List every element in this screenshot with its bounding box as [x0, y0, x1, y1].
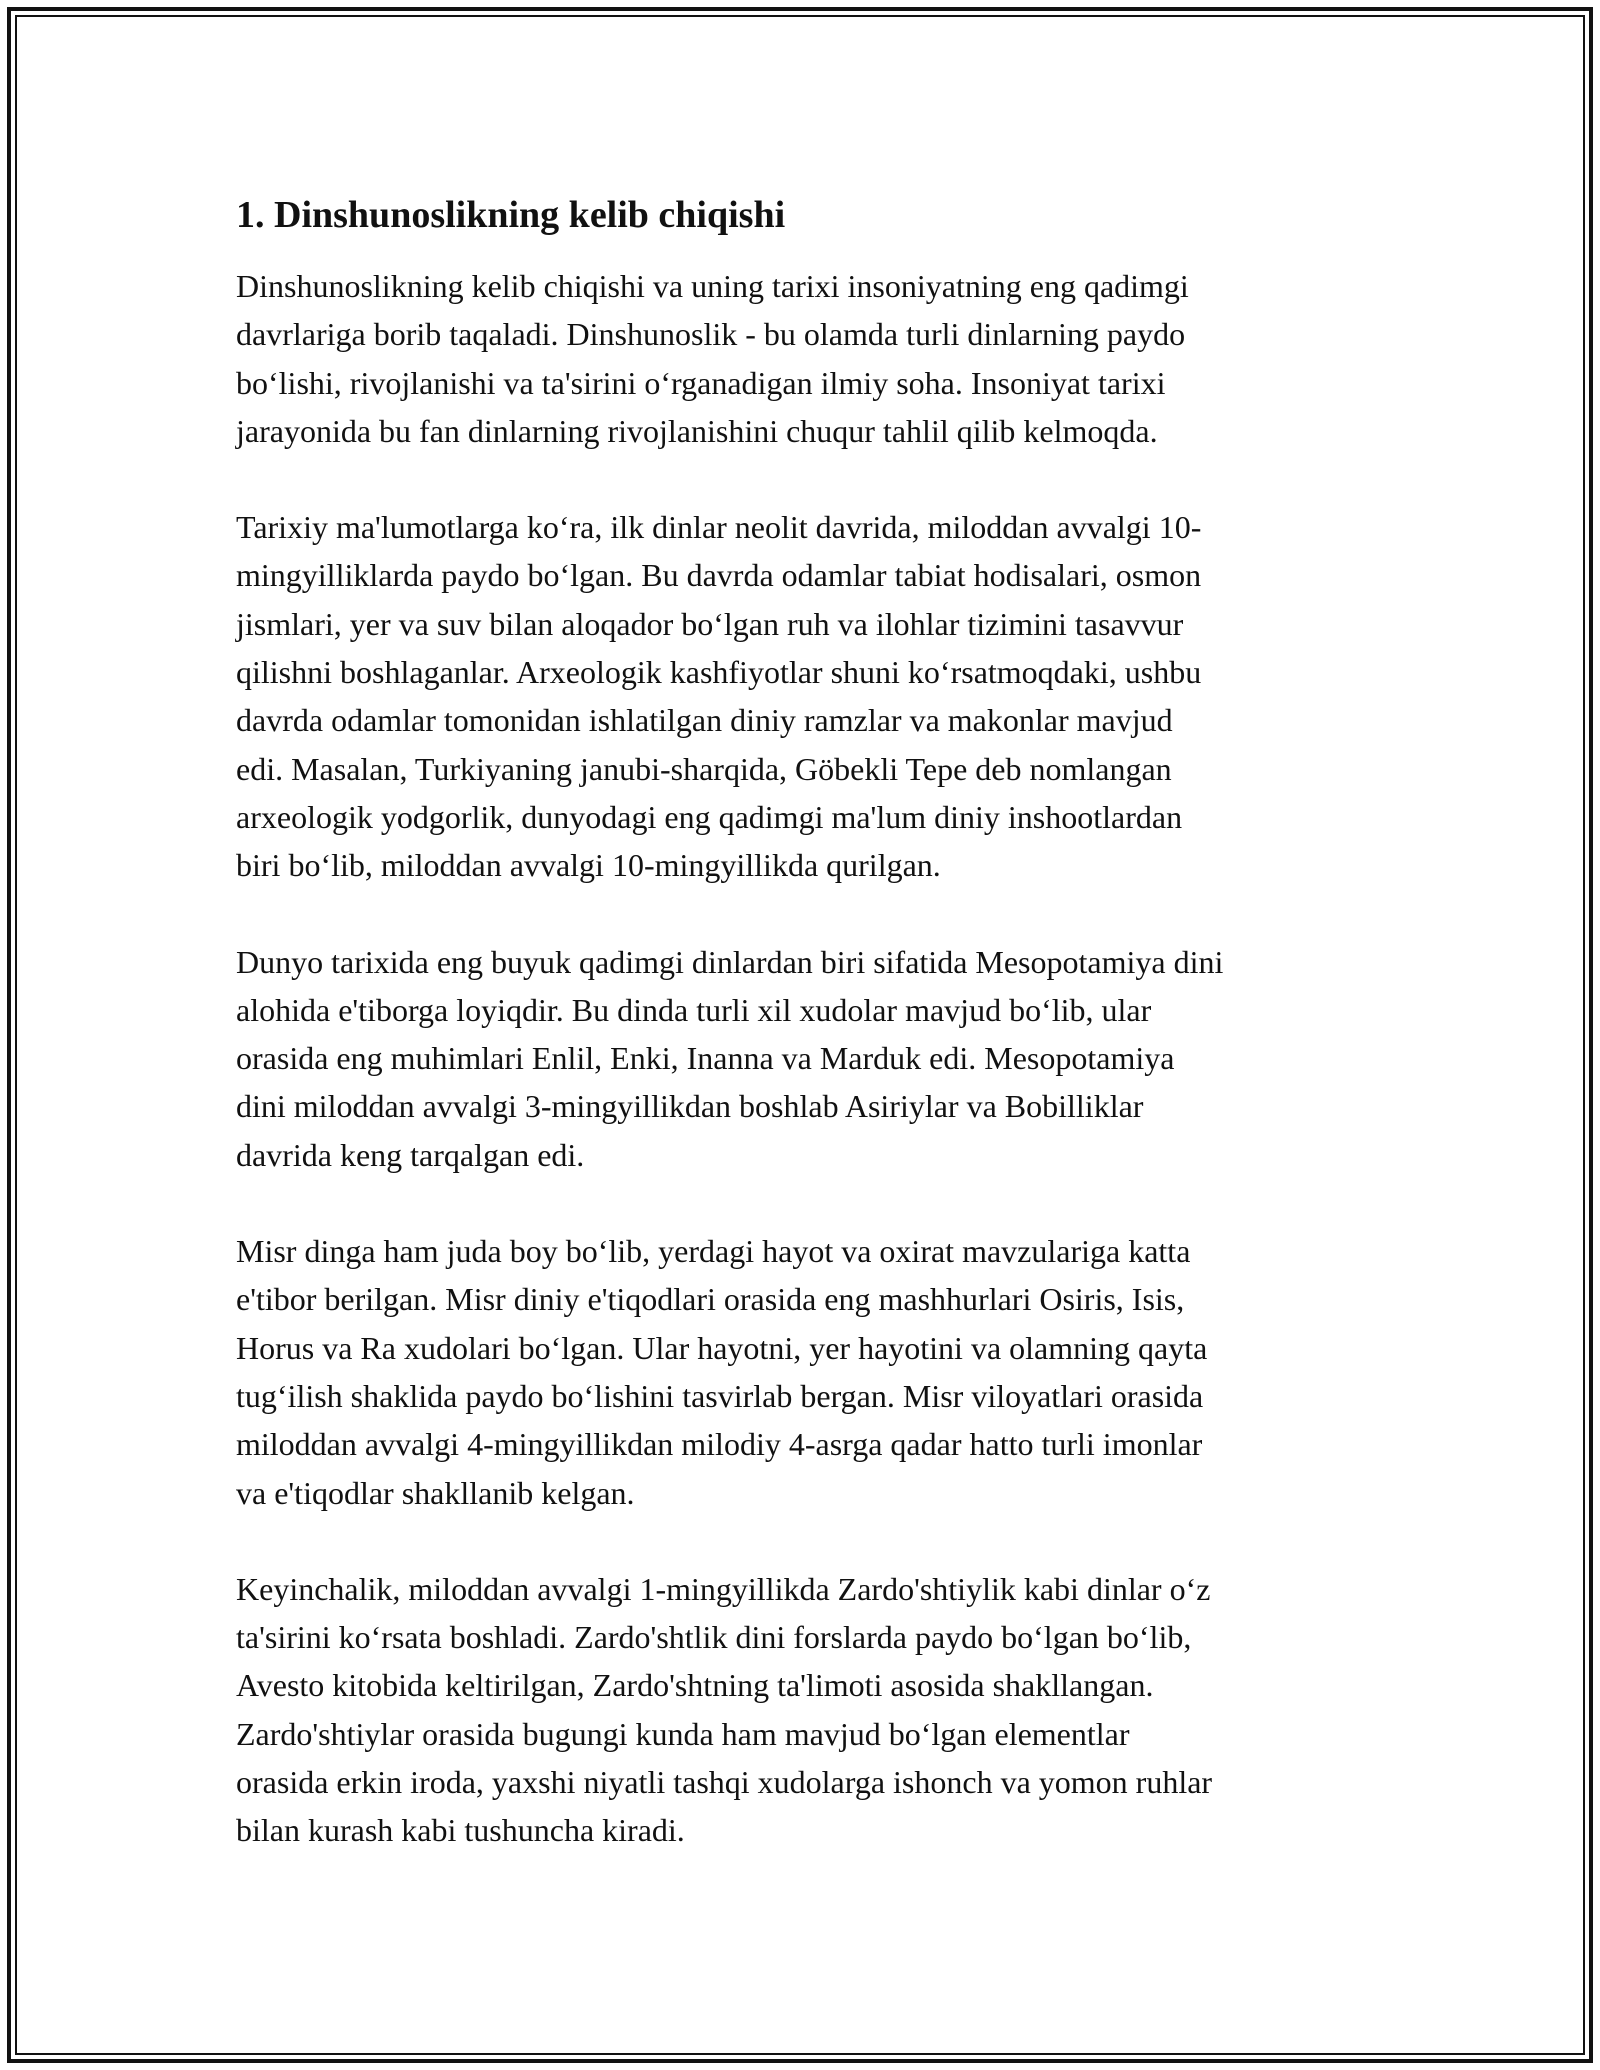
paragraph-4: Misr dinga ham juda boy bo‘lib, yerdagi hayot va oxirat mavzulariga katta e'tibor berilgan. Misr diniy e'tiqodlari orasida eng mashhurlari Osiris, Isis, Horus va Ra xudolari bo‘lgan. Ular hayotni, yer hayotini va olamning qayta tug‘ilish shaklida paydo bo‘lishini tasvirlab bergan. Misr viloyatlari orasida miloddan avvalgi 4-mingyillikdan milodiy 4-asrga qadar hatto turli imonlar va e'tiqodlar shakllanib kelgan.: [236, 1233, 1208, 1511]
paragraph-5: Keyinchalik, miloddan avvalgi 1-mingyillikda Zardo'shtiylik kabi dinlar o‘z ta'sirini ko‘rsata boshladi. Zardo'shtlik dini forslarda paydo bo‘lgan bo‘lib, Avesto kitobida keltirilgan, Zardo'shtning ta'limoti asosida shakllangan. Zardo'shtiylar orasida bugungi kunda ham mavjud bo‘lgan elementlar orasida erkin iroda, yaxshi niyatli tashqi xudolarga ishonch va yomon ruhlar bilan kurash kabi tushuncha kiradi.: [236, 1570, 1213, 1849]
paragraph-2: Tarixiy ma'lumotlarga ko‘ra, ilk dinlar neolit davrida, miloddan avvalgi 10- mingyilliklarda paydo bo‘lgan. Bu davrda odamlar tabiat hodisalari, osmon jismlari, yer va suv bilan aloqador bo‘lgan ruh va ilohlar tizimini tasavvur qilishni boshlaganlar. Arxeologik kashfiyotlar shuni ko‘rsatmoqdaki, ushbu davrda odamlar tomonidan ishlatilgan diniy ramzlar va makonlar mavjud edi. Masalan, Turkiyaning janubi-sharqida, Göbekli Tepe deb nomlangan arxeologik yodgorlik, dunyodagi eng qadimgi ma'lum diniy inshootlardan biri bo‘lib, miloddan avvalgi 10-mingyillikda qurilgan.: [236, 509, 1202, 884]
document-body: [236, 188, 1376, 1855]
paragraph-3: Dunyo tarixida eng buyuk qadimgi dinlardan biri sifatida Mesopotamiya dini alohida e'tiborga loyiqdir. Bu dinda turli xil xudolar mavjud bo‘lib, ular orasida eng muhimlari Enlil, Enki, Inanna va Marduk edi. Mesopotamiya dini miloddan avvalgi 3-mingyillikdan boshlab Asiriylar va Bobilliklar davrida keng tarqalgan edi.: [236, 943, 1224, 1173]
paragraph-1: Dinshunoslikning kelib chiqishi va uning tarixi insoniyatning eng qadimgi davrlariga borib taqaladi. Dinshunoslik - bu olamda turli dinlarning paydo bo‘lishi, rivojlanishi va ta'sirini o‘rganadigan ilmiy soha. Insoniyat tarixi jarayonida bu fan dinlarning rivojlanishini chuqur tahlil qilib kelmoqda.: [236, 268, 1189, 449]
page-title: 1. Dinshunoslikning kelib chiqishi: [236, 194, 786, 236]
